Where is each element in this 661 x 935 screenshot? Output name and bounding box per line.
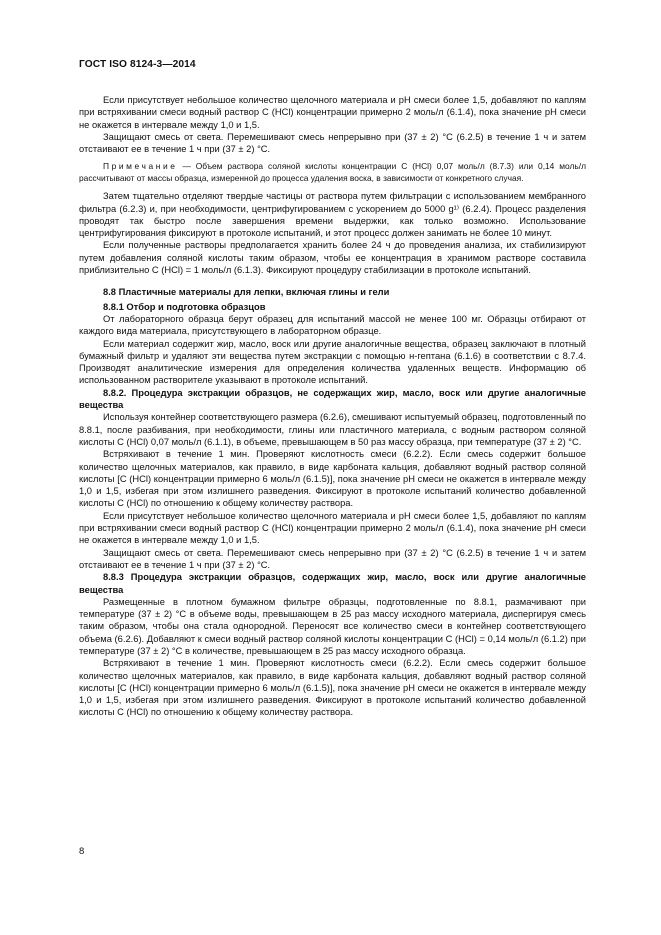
paragraph: Если присутствует небольшое количество щелочного материала и pH смеси более 1,5, добавляют по каплям при встряхивании смеси водный раствор C (HCl) концентрации примерно 2 моль/л (6.1.4), пока значение pH смеси не окажется в интервале между 1,0 и 1,5. bbox=[79, 510, 586, 546]
document-header: ГОСТ ISO 8124-3—2014 bbox=[79, 59, 196, 70]
note-label: Примечание bbox=[103, 161, 178, 172]
subsection-heading-8-8-2: 8.8.2. Процедура экстракции образцов, не содержащих жир, масло, воск или другие аналогичные вещества bbox=[79, 387, 586, 411]
paragraph: Встряхивают в течение 1 мин. Проверяют кислотность смеси (6.2.2). Если смесь содержит большое количество щелочных материалов, как правило, в виде карбоната кальция, добавляют водный раствор соляной кислоты [C (HCl) концентрации примерно 6 моль/л (6.1.5)], пока значение pH смеси не окажется в интервале между 1,0 и 1,5, избегая при этом излишнего разведения. Фиксируют в протоколе испытаний количество добавленной кислоты C (HCl) по отношению к общему количеству раствора. bbox=[79, 449, 586, 509]
note-dash: — bbox=[177, 161, 196, 172]
subsection-heading-8-8-1: 8.8.1 Отбор и подготовка образцов bbox=[103, 301, 266, 312]
paragraph: От лабораторного образца берут образец для испытаний массой не менее 100 мг. Образцы отбирают от каждого вида материала, присутствующего в лабораторном образце. bbox=[79, 313, 586, 337]
paragraph: Размещенные в плотном бумажном фильтре образцы, подготовленные по 8.8.1, размачивают при температуре (37 ± 2) °C в объеме воды, превышающем в 25 раз массу исходного материала, диспергируя смесь таким образом, чтобы она стала однородной. Переносят все количество смеси в контейнер соответствующего объема (6.2.6). Добавляют к смеси водный раствор соляной кислоты концентрации C (HCl) = 0,14 моль/л (6.1.2) при температуре (37 ± 2) °C в количестве, превышающем в 25 раз массу исходного образца. bbox=[79, 596, 586, 656]
paragraph: Если материал содержит жир, масло, воск или другие аналогичные вещества, образец заключают в плотный бумажный фильтр и удаляют эти вещества путем экстракции с помощью н-гептана (6.1.6) в соответствии с 8.7.4. Производят аналитические измерения для определения количества удаленных веществ. Информацию об использованном растворителе указывают в протоколе испытаний. bbox=[79, 338, 586, 386]
paragraph: Встряхивают в течение 1 мин. Проверяют кислотность смеси (6.2.2). Если смесь содержит большое количество щелочных материалов, как правило, в виде карбоната кальция, добавляют водный раствор соляной кислоты [C (HCl) концентрации примерно 6 моль/л (6.1.5)], пока значение pH смеси не окажется в интервале между 1,0 и 1,5, избегая при этом излишнего разведения. Фиксируют в протоколе испытаний количество добавленной кислоты C (HCl) по отношению к общему количеству раствора. bbox=[79, 658, 586, 718]
subsection-heading-8-8-3: 8.8.3 Процедура экстракции образцов, содержащих жир, масло, воск или другие аналогичные вещества bbox=[79, 572, 586, 595]
note-text: Объем раствора соляной кислоты концентрации C (HCl) 0,07 моль/л (8.7.3) или 0,14 моль/л рассчитывают от массы образца, измеренной до процесса удаления воска, в зависимости от конкретного случая. bbox=[79, 161, 586, 183]
paragraph: Если полученные растворы предполагается хранить более 24 ч до проведения анализа, их стабилизируют путем добавления соляной кислоты таким образом, чтобы ее концентрация в хранимом растворе составила приблизительно C (HCl) = 1 моль/л (6.1.3). Фиксируют процедуру стабилизации в протоколе испытаний. bbox=[79, 240, 586, 276]
paragraph: Если присутствует небольшое количество щелочного материала и pH смеси более 1,5, добавляют по каплям при встряхивании смеси водный раствор C (HCl) концентрации примерно 2 моль/л (6.1.4), пока значение pH смеси не окажется в интервале между 1,0 и 1,5. bbox=[79, 95, 586, 130]
document-body bbox=[79, 94, 586, 719]
paragraph: Защищают смесь от света. Перемешивают смесь непрерывно при (37 ± 2) °C (6.2.5) в течение 1 ч и затем отстаивают ее в течение 1 ч при (37 ± 2) °C. bbox=[79, 131, 586, 155]
page-number: 8 bbox=[79, 846, 85, 857]
paragraph: Используя контейнер соответствующего размера (6.2.6), смешивают испытуемый образец, подготовленный по 8.8.1, после разбивания, при необходимости, глины или пластичного материала, с водным раствором соляной кислоты C (HCl) 0,07 моль/л (6.1.1), в объеме, превышающем в 50 раз массу образца, при температуре (37 ± 2) °C. bbox=[79, 412, 586, 447]
paragraph: Защищают смесь от света. Перемешивают смесь непрерывно при (37 ± 2) °C (6.2.5) в течение 1 ч и затем отстаивают ее в течение 1 ч при (37 ± 2) °C. bbox=[79, 547, 586, 570]
paragraph: Затем тщательно отделяют твердые частицы от раствора путем фильтрации с использованием мембранного фильтра (6.2.3) и, при необходимости, центрифугированием с ускорением до 5000 g¹⁾ (6.2.4). Процесс разделения проводят так быстро после завершения времени выдержки, как только возможно. Использование центрифугирования фиксируют в протоколе испытаний, и этот процесс должен занимать не более 10 минут. bbox=[79, 191, 586, 239]
section-heading-8-8: 8.8 Пластичные материалы для лепки, включая глины и гели bbox=[103, 287, 390, 298]
note-paragraph bbox=[79, 161, 586, 184]
